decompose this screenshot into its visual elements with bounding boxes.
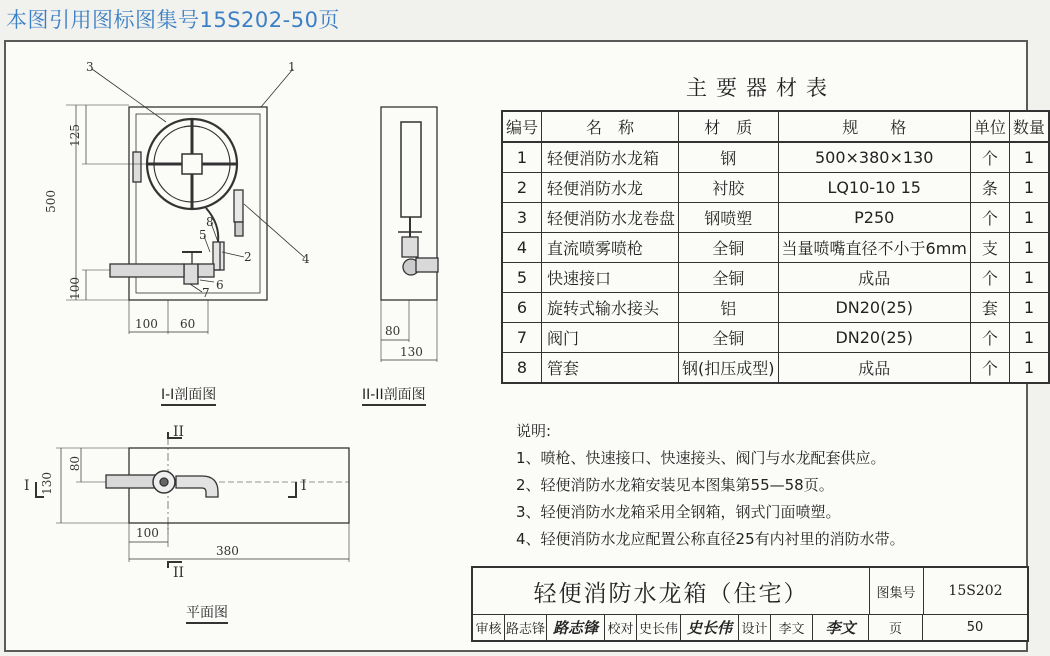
cell-name: 轻便消防水龙 (542, 173, 679, 203)
cell-material: 钢(扣压成型) (679, 353, 779, 384)
cell-name: 旋转式输水接头 (542, 293, 679, 323)
callout-5: 5 (199, 228, 207, 242)
cell-material: 铝 (679, 293, 779, 323)
callout-8: 8 (206, 215, 214, 229)
reviewer-name: 路志锋 (505, 615, 547, 640)
inlet-pipe (110, 264, 184, 277)
cell-spec: DN20(25) (778, 323, 970, 353)
dim-plan-80: 80 (68, 456, 82, 472)
title-block (471, 566, 1029, 642)
table-row (502, 173, 1049, 203)
section2-caption: II-II剖面图 (362, 384, 426, 404)
page-label: 页 (869, 615, 923, 640)
dim-plan-130: 130 (40, 472, 54, 495)
cell-qty: 1 (1009, 353, 1049, 384)
table-header-row (502, 111, 1049, 142)
signature-row (473, 615, 1027, 640)
dim-s2-130: 130 (400, 345, 423, 359)
cell-no: 6 (502, 293, 542, 323)
nozzle (234, 190, 243, 222)
col-header-qty: 数量 (1009, 111, 1049, 142)
drawing-title: 轻便消防水龙箱（住宅） (473, 568, 870, 615)
note-4: 4、轻便消防水龙应配置公称直径25有内衬里的消防水带。 (516, 530, 905, 548)
cell-spec: DN20(25) (778, 293, 970, 323)
table-row (502, 293, 1049, 323)
cell-unit: 个 (970, 203, 1009, 233)
check-label: 校对 (605, 615, 637, 640)
table-row (502, 233, 1049, 263)
atlas-label: 图集号 (869, 568, 924, 615)
cell-name: 轻便消防水龙卷盘 (542, 203, 679, 233)
table-row (502, 142, 1049, 173)
dim-height-500: 500 (44, 190, 58, 213)
table-row (502, 263, 1049, 293)
cell-name: 轻便消防水龙箱 (542, 142, 679, 173)
cell-spec: LQ10-10 15 (778, 173, 970, 203)
reviewer-signature: 路志锋 (547, 615, 605, 640)
note-3: 3、轻便消防水龙箱采用全钢箱，钢式门面喷塑。 (516, 503, 841, 521)
cell-no: 4 (502, 233, 542, 263)
cell-qty: 1 (1009, 203, 1049, 233)
col-header-no: 编号 (502, 111, 542, 142)
checker-signature: 史长伟 (681, 615, 739, 640)
cell-material: 全铜 (679, 323, 779, 353)
table-row (502, 323, 1049, 353)
cell-spec: P250 (778, 203, 970, 233)
callout-4: 4 (302, 252, 310, 266)
note-2: 2、轻便消防水龙箱安装见本图集第55—58页。 (516, 476, 834, 494)
cell-no: 7 (502, 323, 542, 353)
cell-material: 钢 (679, 142, 779, 173)
callout-1: 1 (288, 60, 296, 74)
cell-material: 全铜 (679, 233, 779, 263)
section-mark-i-right: I (301, 478, 307, 494)
table-body (502, 142, 1049, 383)
section-mark-ii-top: II (173, 424, 185, 440)
atlas-number: 15S202 (924, 568, 1027, 615)
callout-3: 3 (86, 60, 94, 74)
cell-spec: 成品 (778, 263, 970, 293)
dim-w1-100: 100 (135, 317, 158, 331)
page-number: 50 (966, 620, 984, 635)
materials-table (501, 110, 1050, 384)
dim-s2-80: 80 (385, 324, 401, 338)
section-mark-i-left: I (24, 478, 30, 494)
notes-heading: 说明: (516, 422, 552, 440)
plan-pipe (106, 475, 158, 488)
checker-name: 史长伟 (637, 615, 681, 640)
cell-no: 3 (502, 203, 542, 233)
section2-reel (401, 122, 421, 217)
cell-unit: 个 (970, 142, 1009, 173)
col-header-material: 材 质 (679, 111, 779, 142)
cell-qty: 1 (1009, 173, 1049, 203)
cell-spec: 当量喷嘴直径不小于6mm (778, 233, 970, 263)
plan-caption: 平面图 (186, 602, 228, 622)
cell-no: 1 (502, 142, 542, 173)
dim-plan-380: 380 (216, 544, 239, 558)
callout-6: 6 (216, 278, 224, 292)
cell-qty: 1 (1009, 263, 1049, 293)
cell-material: 全铜 (679, 263, 779, 293)
design-label: 设计 (739, 615, 771, 640)
cell-qty: 1 (1009, 323, 1049, 353)
dim-plan-100: 100 (136, 526, 159, 540)
callout-7: 7 (202, 286, 210, 300)
reel-hub (182, 154, 202, 174)
cell-name: 阀门 (542, 323, 679, 353)
dim-bottom-100: 100 (68, 277, 82, 300)
drawing-sheet (4, 40, 1045, 652)
cell-material: 衬胶 (679, 173, 779, 203)
cell-qty: 1 (1009, 233, 1049, 263)
cell-name: 管套 (542, 353, 679, 384)
cell-spec: 500×380×130 (778, 142, 970, 173)
cell-unit: 个 (970, 323, 1009, 353)
dim-top-125: 125 (68, 124, 82, 147)
cell-unit: 套 (970, 293, 1009, 323)
cell-qty: 1 (1009, 293, 1049, 323)
page-title: 本图引用图标图集号15S202-50页 (6, 8, 340, 32)
designer-signature: 李文 (813, 615, 869, 640)
cell-qty: 1 (1009, 142, 1049, 173)
review-label: 审核 (473, 615, 505, 640)
cell-no: 2 (502, 173, 542, 203)
cell-no: 8 (502, 353, 542, 384)
cell-name: 直流喷雾喷枪 (542, 233, 679, 263)
cell-spec: 成品 (778, 353, 970, 384)
note-1: 1、喷枪、快速接口、快速接头、阀门与水龙配套供应。 (516, 449, 886, 467)
notes (516, 418, 905, 553)
cell-unit: 支 (970, 233, 1009, 263)
callout-2: 2 (244, 250, 252, 264)
cell-unit: 条 (970, 173, 1009, 203)
dim-w2-60: 60 (180, 317, 196, 331)
col-header-name: 名 称 (542, 111, 679, 142)
col-header-unit: 单位 (970, 111, 1009, 142)
cell-unit: 个 (970, 263, 1009, 293)
cell-unit: 个 (970, 353, 1009, 384)
table-row (502, 203, 1049, 233)
valve-body (184, 264, 198, 284)
cell-name: 快速接口 (542, 263, 679, 293)
designer-name: 李文 (771, 615, 813, 640)
section1-caption: I-I剖面图 (161, 384, 216, 404)
cell-material: 钢喷塑 (679, 203, 779, 233)
table-title: 主要器材表 (686, 76, 836, 100)
cell-no: 5 (502, 263, 542, 293)
col-header-spec: 规 格 (778, 111, 970, 142)
table-row (502, 353, 1049, 384)
section-mark-ii-bottom: II (173, 565, 185, 581)
